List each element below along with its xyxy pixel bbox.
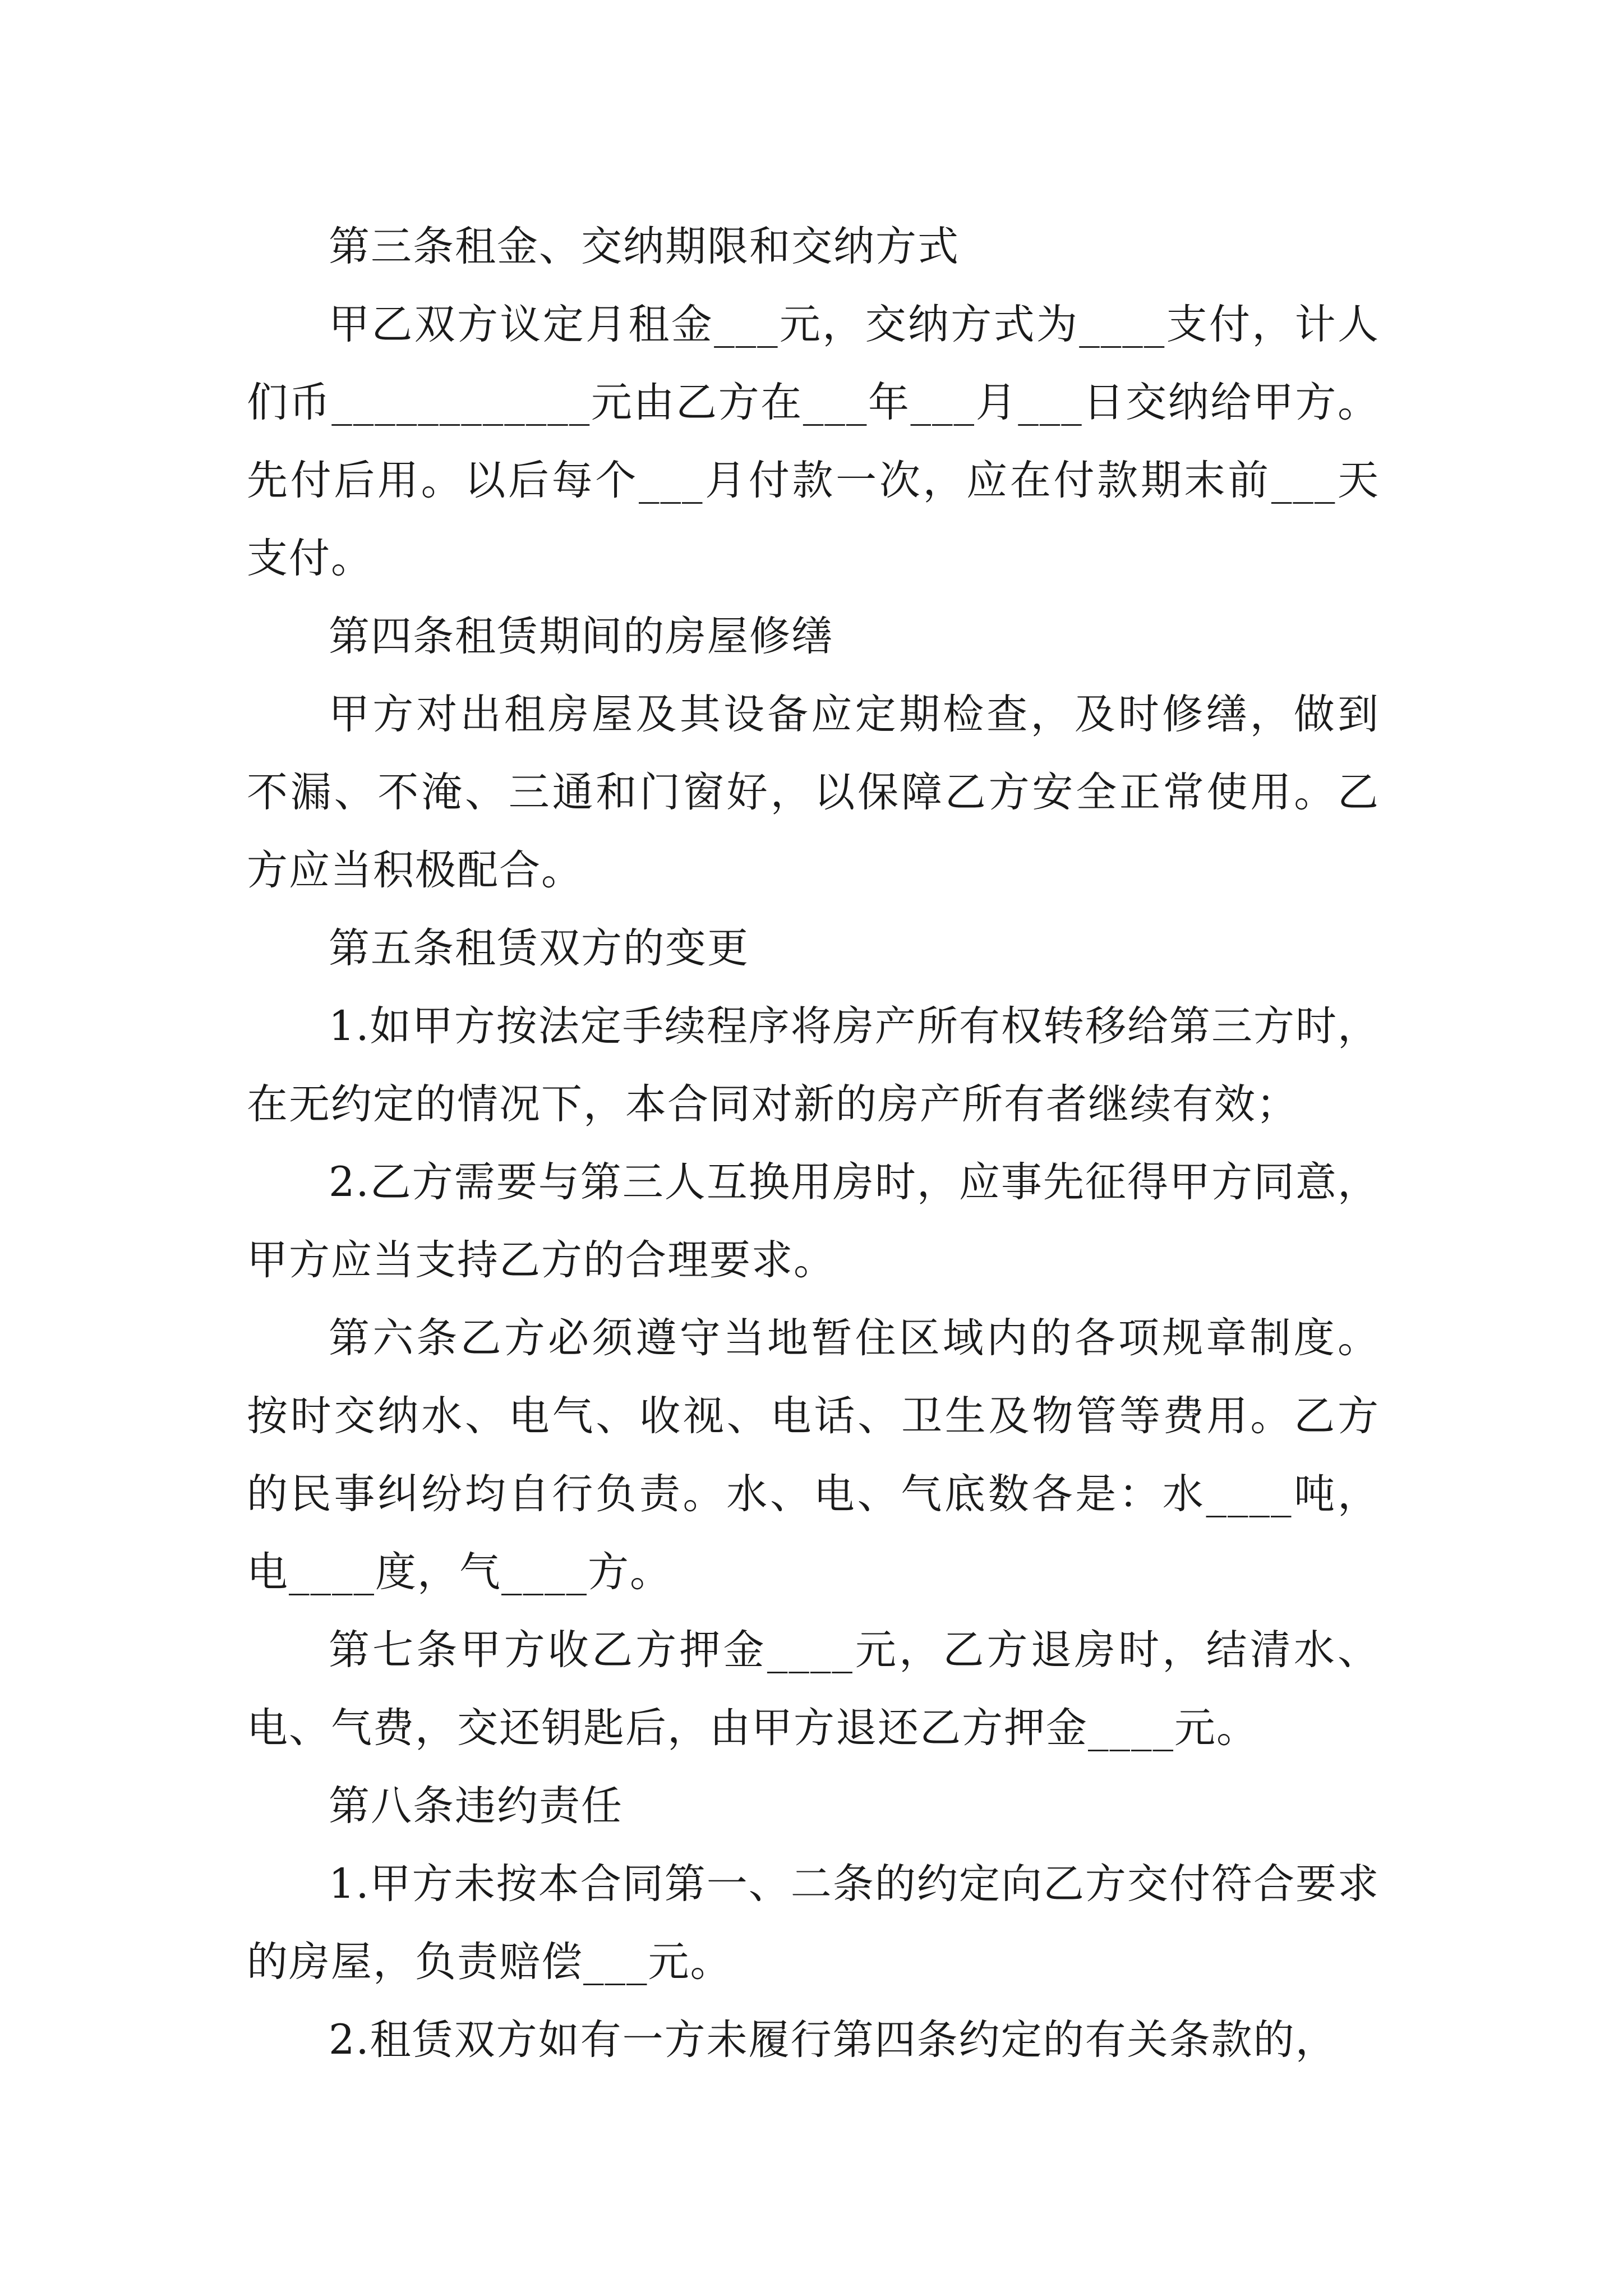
article-4-text: 甲方对出租房屋及其设备应定期检查，及时修缮，做到不漏、不淹、三通和门窗好，以保障乙方安全正常使用。乙方应当积极配合。	[247, 691, 1380, 894]
article-5-heading: 第五条租赁双方的变更	[329, 924, 749, 972]
article-8-item-2: 2.租赁双方如有一方未履行第四条约定的有关条款的，	[329, 2016, 1338, 2064]
article-4-heading: 第四条租赁期间的房屋修缮	[329, 613, 833, 660]
document-body	[247, 208, 1380, 2079]
article-6-text: 第六条乙方必须遵守当地暂住区域内的各项规章制度。按时交纳水、电气、收视、电话、卫生及物管等费用。乙方的民事纠纷均自行负责。水、电、气底数各是：水____吨，电____度，气____方。	[247, 1314, 1380, 1596]
article-3-text: 甲乙双方议定月租金___元，交纳方式为____支付，计人们币____________元由乙方在___年___月___日交纳给甲方。先付后用。以后每个___月付款一次，应在付款期末前___天支付。	[247, 301, 1380, 582]
article-7-text: 第七条甲方收乙方押金____元，乙方退房时，结清水、电、气费，交还钥匙后，由甲方退还乙方押金____元。	[247, 1626, 1380, 1752]
article-3-heading: 第三条租金、交纳期限和交纳方式	[329, 223, 960, 270]
article-5-item-1: 1.如甲方按法定手续程序将房产所有权转移给第三方时，在无约定的情况下，本合同对新的房产所有者继续有效；	[247, 1002, 1380, 1128]
article-5-item-2: 2.乙方需要与第三人互换用房时，应事先征得甲方同意，甲方应当支持乙方的合理要求。	[247, 1158, 1380, 1284]
article-8-heading: 第八条违约责任	[329, 1782, 623, 1830]
article-8-item-1: 1.甲方未按本合同第一、二条的约定向乙方交付符合要求的房屋，负责赔偿___元。	[247, 1860, 1380, 1986]
